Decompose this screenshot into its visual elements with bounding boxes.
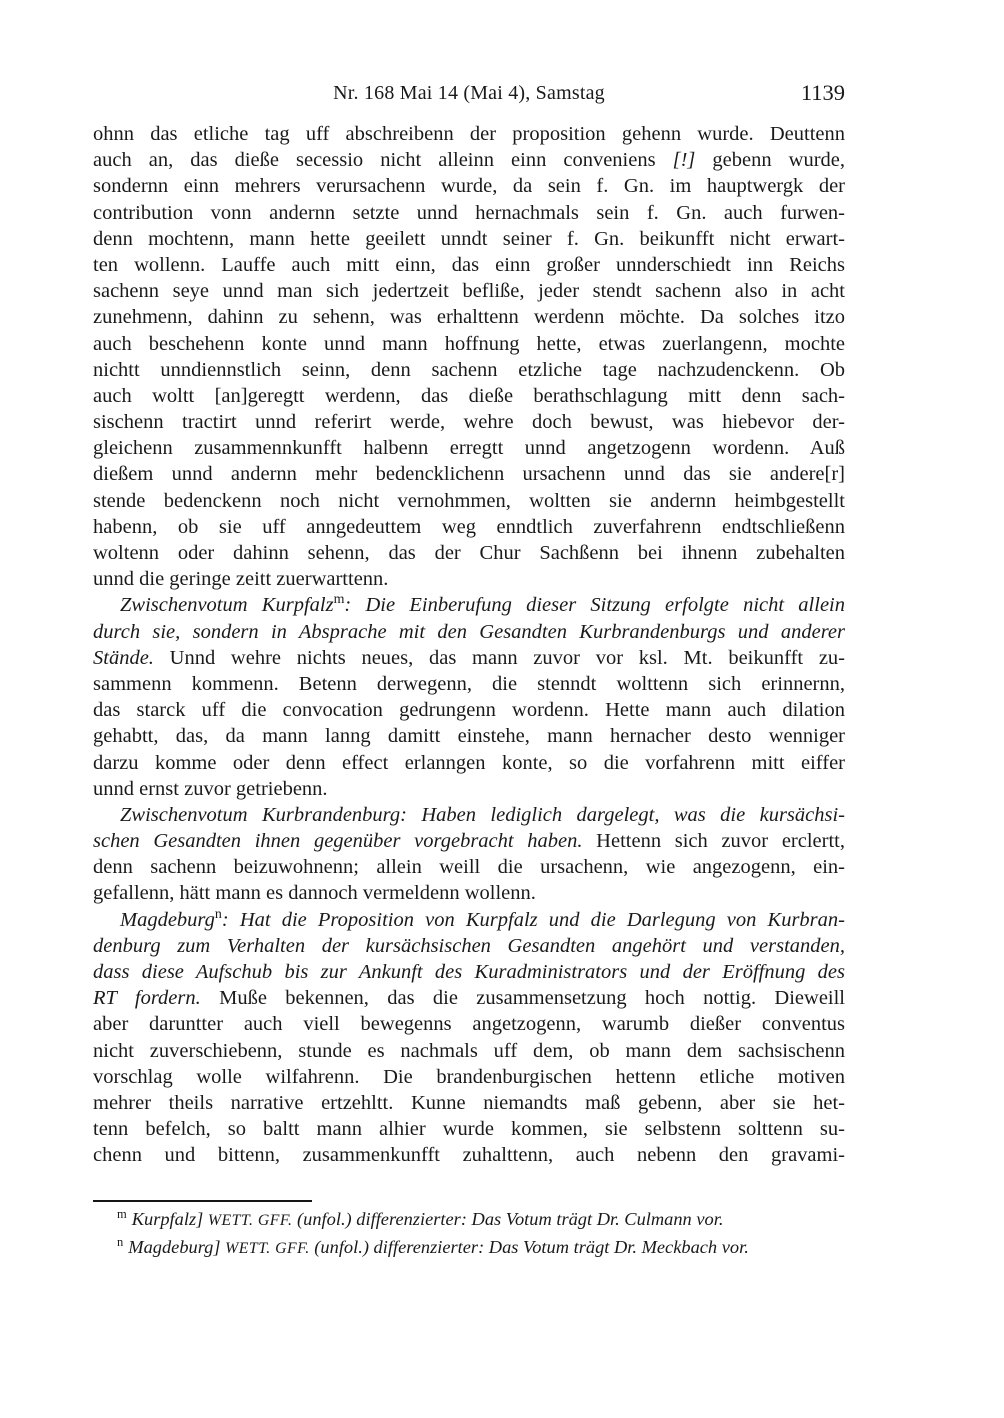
text-segment: : Hat die Proposition von Kurpfalz und die Darlegung von Kurbran-: [221, 908, 845, 931]
text-line: [93, 592, 845, 618]
text-segment: sammenn kommenn. Betenn derwegenn, die stenndt wolttenn sich erinnernn,: [93, 672, 845, 695]
page-number: 1139: [800, 80, 845, 105]
text-line: [93, 1090, 845, 1116]
footnote-mark: n: [117, 1234, 124, 1249]
text-segment: : Die Einberufung dieser Sitzung erfolgte nicht allein: [344, 594, 845, 617]
text-segment: denn sachenn beizuwohnenn; allein weill die ursachenn, wie angezogenn, ein-: [93, 856, 845, 879]
text-line: [93, 1116, 845, 1142]
text-line: [93, 435, 845, 461]
text-segment: sondernn einn mehrers verursachenn wurde, da sein f. Gn. im hauptwergk der: [93, 175, 845, 198]
text-segment: RT fordern.: [93, 987, 201, 1010]
text-segment: durch sie, sondern in Absprache mit den Gesandten Kurbrandenburgs und anderer: [93, 620, 845, 643]
text-segment: auch woltt [an]geregtt werdenn, das dieße berathschlagung mitt denn sach-: [93, 384, 845, 407]
footnote-mark: m: [117, 1206, 127, 1221]
text-line: [93, 252, 845, 278]
text-segment: Muße bekennen, das die zusammensetzung hoch nottig. Dieweill: [200, 987, 845, 1010]
text-segment: unnd ernst zuvor getriebenn.: [93, 777, 328, 800]
text-line: [93, 985, 845, 1011]
text-block: [93, 121, 845, 1169]
text-line: [93, 226, 845, 252]
text-segment: Zwischenvotum Kurpfalz: [120, 594, 334, 617]
text-segment: Unnd wehre nichts neues, das mann zuvor vor ksl. Mt. beikunfft zu-: [153, 646, 845, 669]
text-line: [93, 409, 845, 435]
text-segment: tenn befelch, so baltt mann alhier wurde kommen, sie selbstenn solttenn su-: [93, 1118, 845, 1141]
text-line: [93, 383, 845, 409]
text-segment: Kurpfalz]: [131, 1209, 208, 1229]
text-segment: Stände.: [93, 646, 154, 669]
text-segment: denburg zum Verhalten der kursächsischen Gesandten angehört und verstanden,: [93, 934, 845, 957]
text-segment: gebenn wurde,: [695, 149, 845, 172]
text-line: [93, 514, 845, 540]
text-line: [93, 619, 845, 645]
running-header: [93, 82, 845, 108]
text-line: [93, 488, 845, 514]
text-line: [93, 147, 845, 173]
text-segment: Magdeburg: [120, 908, 215, 931]
text-segment: nicht zuverschiebenn, stunde es nachmals uff dem, ob mann dem sachsischenn: [93, 1039, 845, 1062]
text-line: [93, 750, 845, 776]
text-line: [93, 828, 845, 854]
text-line: [93, 723, 845, 749]
text-segment: woltenn oder dahinn sehenn, das der Chur Sachßenn bei ihnenn zubehalten: [93, 542, 845, 564]
text-line: [93, 645, 845, 671]
text-line: [93, 907, 845, 933]
text-segment: Magdeburg]: [128, 1237, 226, 1257]
text-segment: darzu komme oder denn effect erlanngen konte, so die vorfahrenn mitt eiffer: [93, 751, 845, 774]
text-line: [93, 880, 845, 906]
text-segment: unnd die geringe zeitt zuerwarttenn.: [93, 568, 389, 591]
text-line: [93, 540, 845, 566]
paragraph: [93, 907, 845, 1169]
text-segment: denn mochtenn, mann hette geeilett unndt seiner f. Gn. beikunfft nicht erwart-: [93, 227, 845, 250]
text-line: [93, 959, 845, 985]
text-segment: WETT. GFF.: [225, 1240, 310, 1257]
text-line: [93, 461, 845, 487]
text-line: [93, 802, 845, 828]
text-line: [93, 1142, 845, 1168]
text-segment: chenn und bittenn, zusammenkunfft zuhalttenn, auch nebenn den gravami-: [93, 1144, 845, 1167]
running-title: Nr. 168 Mai 14 (Mai 4), Samstag: [333, 82, 605, 104]
text-segment: stende bedenckenn noch nicht vernohmmen, woltten sie andernn heimbgestellt: [93, 489, 845, 512]
text-line: [93, 278, 845, 304]
text-segment: Zwischenvotum Kurbrandenburg: Haben lediglich dargelegt, was die kursächsi-: [120, 803, 845, 826]
text-segment: schen Gesandten ihnen gegenüber vorgebracht haben.: [93, 830, 583, 853]
text-segment: sischenn tractirt unnd referirt werde, wehre doch bewust, was hiebevor der-: [93, 411, 845, 434]
text-line: [93, 357, 845, 383]
text-segment: aber daruntter auch viell bewegenns angetzogenn, warumb dießer conventus: [93, 1013, 845, 1036]
text-segment: auch beschehenn konte unnd mann hoffnung hette, etwas zuerlangenn, mochte: [93, 332, 845, 355]
text-line: [93, 933, 845, 959]
text-line: [93, 776, 845, 802]
text-line: [93, 304, 845, 330]
text-segment: gehabtt, das, da mann lanng damitt einstehe, mann hernacher desto wenniger: [93, 725, 845, 748]
text-segment: (unfol.) differenzierter: Das Votum trägt Dr. Meckbach vor.: [309, 1237, 749, 1257]
text-segment: gefallenn, hätt mann es dannoch vermeldenn wollenn.: [93, 882, 536, 905]
text-segment: ten wollenn. Lauffe auch mitt einn, das einn großer unnderschiedt inn Reichs: [93, 253, 845, 276]
text-segment: WETT. GFF.: [207, 1212, 293, 1229]
footnote: [93, 1234, 845, 1262]
text-segment: dießem unnd andernn mehr bedencklichenn ursachenn unnd das sie andere[r]: [93, 463, 845, 486]
text-line: [93, 566, 845, 592]
text-line: [93, 854, 845, 880]
text-segment: mehrer theils narrative ertzehltt. Kunne niemandts maß gebenn, aber sie het-: [93, 1091, 845, 1114]
text-line: [93, 1038, 845, 1064]
text-line: [93, 331, 845, 357]
text-segment: gleichenn zusammennkunfft halbenn erregtt unnd angetzogenn wordenn. Auß: [93, 437, 845, 460]
text-segment: habenn, ob sie uff anngedeuttem weg enndtlich zuverfahrenn endtschließenn: [93, 515, 845, 538]
text-line: [93, 173, 845, 199]
text-segment: [!]: [672, 149, 696, 172]
paragraph: [93, 802, 845, 907]
text-segment: vorschlag wolle wilfahrenn. Die brandenburgischen hettenn etliche motiven: [93, 1065, 845, 1088]
text-segment: dass diese Aufschub bis zur Ankunft des Kuradministrators und der Eröffnung des: [93, 961, 845, 984]
footnote-mark: n: [214, 906, 222, 922]
text-segment: zunehmenn, dahinn zu sehenn, was erhalttenn werdenn möchte. Da solches itzo: [93, 306, 845, 329]
text-segment: ohnn das etliche tag uff abschreibenn der proposition gehenn wurde. Deuttenn: [93, 123, 845, 145]
text-segment: (unfol.) differenzierter: Das Votum trägt Dr. Culmann vor.: [292, 1209, 724, 1229]
text-line: [93, 200, 845, 226]
text-line: [93, 121, 845, 147]
text-segment: contribution vonn andernn setzte unnd hernachmals sein f. Gn. auch furwen-: [93, 201, 845, 224]
paragraph: [93, 592, 845, 802]
footnote-mark: m: [333, 592, 345, 608]
text-segment: nichtt unndiennstlich seinn, denn sachenn etzliche tage nachzudenckenn. Ob: [93, 358, 845, 381]
text-line: [93, 671, 845, 697]
text-segment: das starck uff die convocation gedrungenn wordenn. Hette mann auch dilation: [93, 699, 845, 722]
text-segment: sachenn seye unnd man sich jedertzeit befliße, jeder stendt sachenn also in acht: [93, 280, 845, 303]
footnotes-block: [93, 1206, 845, 1262]
text-segment: Hettenn sich zuvor erclertt,: [582, 830, 845, 853]
text-segment: auch an, das dieße secessio nicht alleinn einn conveniens: [93, 149, 673, 172]
footnote-separator: [93, 1200, 312, 1202]
text-line: [93, 1011, 845, 1037]
text-line: [93, 1064, 845, 1090]
text-line: [93, 697, 845, 723]
paragraph: [93, 121, 845, 592]
footnote: [93, 1206, 845, 1234]
